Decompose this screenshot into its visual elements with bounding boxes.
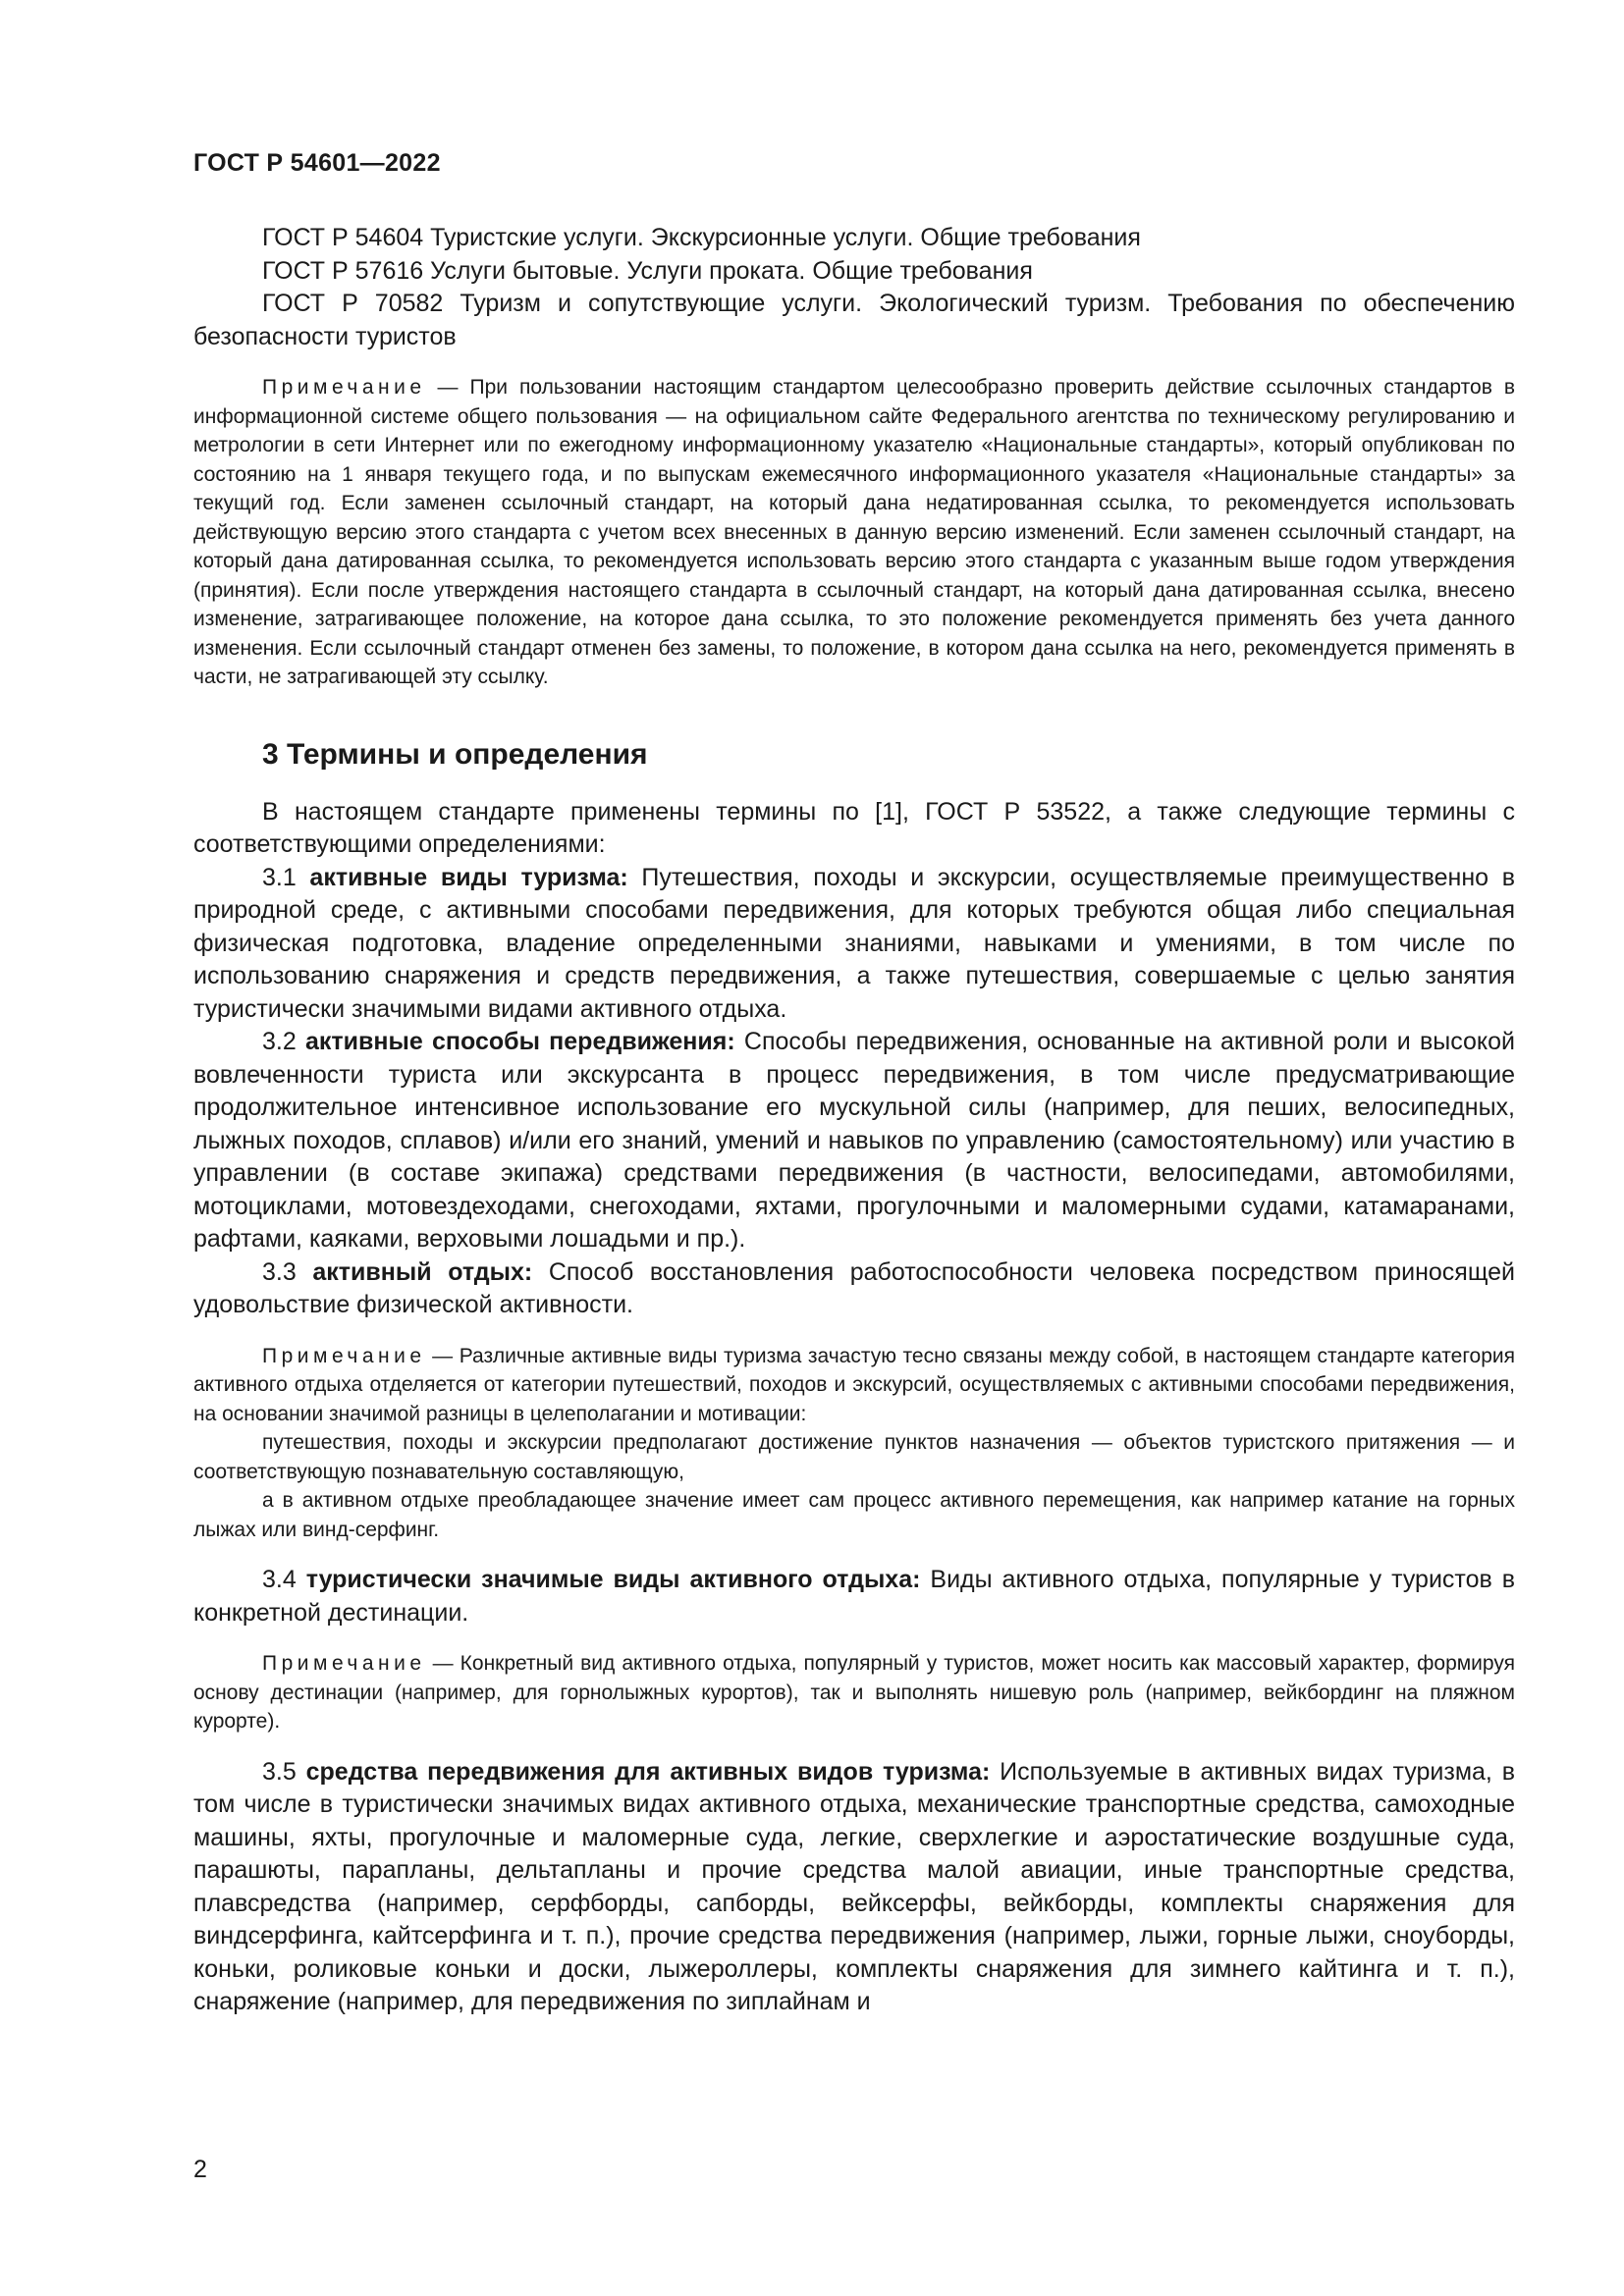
note-references	[193, 373, 1515, 692]
term-definition: Путешествия, походы и экскурсии, осуществляемые преимущественно в природной среде, с активными способами передвижения, для которых требуются общая либо специальная физическая подготовка, владение определенными знаниями, навыками и умениями, в том числе по использованию снаряжения и средств передвижения, а также путешествия, совершаемые с целью занятия туристически значимыми видами активного отдыха.	[193, 863, 1515, 1023]
term-number: 3.3	[262, 1257, 313, 1286]
page-content	[193, 222, 1515, 2019]
term-number: 3.1	[262, 863, 310, 891]
document-header-code: ГОСТ Р 54601—2022	[193, 149, 441, 177]
section-title: 3 Термины и определения	[262, 737, 648, 771]
term-definition: Виды активного отдыха, популярные у туристов в конкретной дестинации.	[193, 1566, 1516, 1627]
term-name: средства передвижения для активных видов туризма:	[305, 1757, 991, 1786]
term-number: 3.4	[262, 1566, 306, 1593]
page-number: 2	[193, 2156, 207, 2183]
note-label: Примечание	[262, 1344, 426, 1367]
term-3-3	[193, 1256, 1515, 1322]
term-3-2	[193, 1026, 1515, 1256]
note-label: Примечание	[262, 1652, 426, 1675]
note-text: — При пользовании настоящим стандартом целесообразно проверить действие ссылочных стандартов в информационной системе общего пользования — на официальном сайте Федерального агентства по техническому регулированию и метрологии в сети Интернет или по ежегодному информационному указателю «Национальные стандарты», который опубликован по состоянию на 1 января текущего года, и по выпускам ежемесячного информационного указателя «Национальные стандарты» за текущий год. Если заменен ссылочный стандарт, на который дана недатированная ссылка, то рекомендуется использовать действующую версию этого стандарта с учетом всех внесенных в данную версию изменений. Если заменен ссылочный стандарт, на который дана датированная ссылка, то рекомендуется использовать версию этого стандарта с указанным выше годом утверждения (принятия). Если после утверждения настоящего стандарта в ссылочный стандарт, на который дана датированная ссылка, внесено изменение, затрагивающее положение, на которое дана ссылка, то это положение рекомендуется применять без учета данного изменения. Если ссылочный стандарт отменен без замены, то положение, в котором дана ссылка на него, рекомендуется применять в части, не затрагивающей эту ссылку.	[193, 376, 1515, 688]
term-name: туристически значимые виды активного отдыха:	[305, 1566, 921, 1593]
term-definition: Способы передвижения, основанные на активной роли и высокой вовлеченности туриста или экскурсанта в процесс передвижения, в том числе предусматривающие продолжительное интенсивное использование его мускульной силы (например, для пеших, велосипедных, лыжных походов, сплавов) и/или его знаний, умений и навыков по управлению (самостоятельному) или участию в управлении (в составе экипажа) средствами передвижения (в частности, велосипедами, автомобилями, мотоциклами, мотовездеходами, снегоходами, яхтами, прогулочными и маломерными судами, катамаранами, рафтами, каяками, верховыми лошадьми и пр.).	[193, 1028, 1516, 1253]
reference-gost-57616: ГОСТ Р 57616 Услуги бытовые. Услуги проката. Общие требования	[262, 256, 1033, 285]
term-name: активный отдых:	[312, 1257, 533, 1286]
reference-gost-70582: ГОСТ Р 70582 Туризм и сопутствующие услуги. Экологический туризм. Требования по обеспечению безопасности туристов	[193, 290, 1515, 350]
term-definition: Способ восстановления работоспособности человека посредством приносящей удовольствие физической активности.	[193, 1257, 1515, 1318]
term-definition: Используемые в активных видах туризма, в том числе в туристически значимых видах активного отдыха, механические транспортные средства, самоходные машины, яхты, прогулочные и маломерные суда, легкие, сверхлегкие и аэростатические воздушные суда, парашюты, парапланы, дельтапланы и прочие средства малой авиации, иные транспортные средства, плавсредства (например, серфборды, сапборды, вейксерфы, вейкборды, комплекты снаряжения для виндсерфинга, кайтсерфинга и т. п.), прочие средства передвижения (например, лыжи, горные лыжи, сноуборды, коньки, роликовые коньки и доски, лыжероллеры, комплекты снаряжения для зимнего кайтинга и т. п.), снаряжение (например, для передвижения по зиплайнам и	[193, 1757, 1515, 2015]
note-label: Примечание	[262, 376, 426, 399]
section-intro: В настоящем стандарте применены термины по [1], ГОСТ Р 53522, а также следующие термины с соответствующими определениями:	[193, 797, 1515, 858]
term-3-1	[193, 862, 1515, 1027]
term-number: 3.5	[262, 1757, 306, 1786]
term-name: активные способы передвижения:	[305, 1028, 735, 1055]
note-active-tourism-p3: а в активном отдыхе преобладающее значение имеет сам процесс активного перемещения, как например катание на горных лыжах или винд-серфинг.	[193, 1489, 1515, 1541]
reference-gost-54604: ГОСТ Р 54604 Туристские услуги. Экскурсионные услуги. Общие требования	[262, 224, 1141, 251]
note-active-tourism-p2: путешествия, походы и экскурсии предполагают достижение пунктов назначения — объектов туристского притяжения — и соответствующую познавательную составляющую,	[193, 1431, 1515, 1483]
note-text: — Конкретный вид активного отдыха, популярный у туристов, может носить как массовый характер, формируя основу дестинации (например, для горнолыжных курортов), так и выполнять нишевую роль (например, вейкбординг на пляжном курорте).	[193, 1652, 1515, 1733]
note-text: — Различные активные виды туризма зачастую тесно связаны между собой, в настоящем стандарте категория активного отдыха отделяется от категории путешествий, походов и экскурсий, осуществляемых с активными способами передвижения, на основании значимой разницы в целеполагании и мотивации:	[193, 1344, 1515, 1425]
term-3-4	[193, 1564, 1515, 1629]
term-name: активные виды туризма:	[309, 863, 628, 891]
note-recreation-type	[193, 1649, 1515, 1736]
note-active-tourism	[193, 1342, 1515, 1429]
term-number: 3.2	[262, 1028, 306, 1055]
term-3-5	[193, 1756, 1515, 2019]
